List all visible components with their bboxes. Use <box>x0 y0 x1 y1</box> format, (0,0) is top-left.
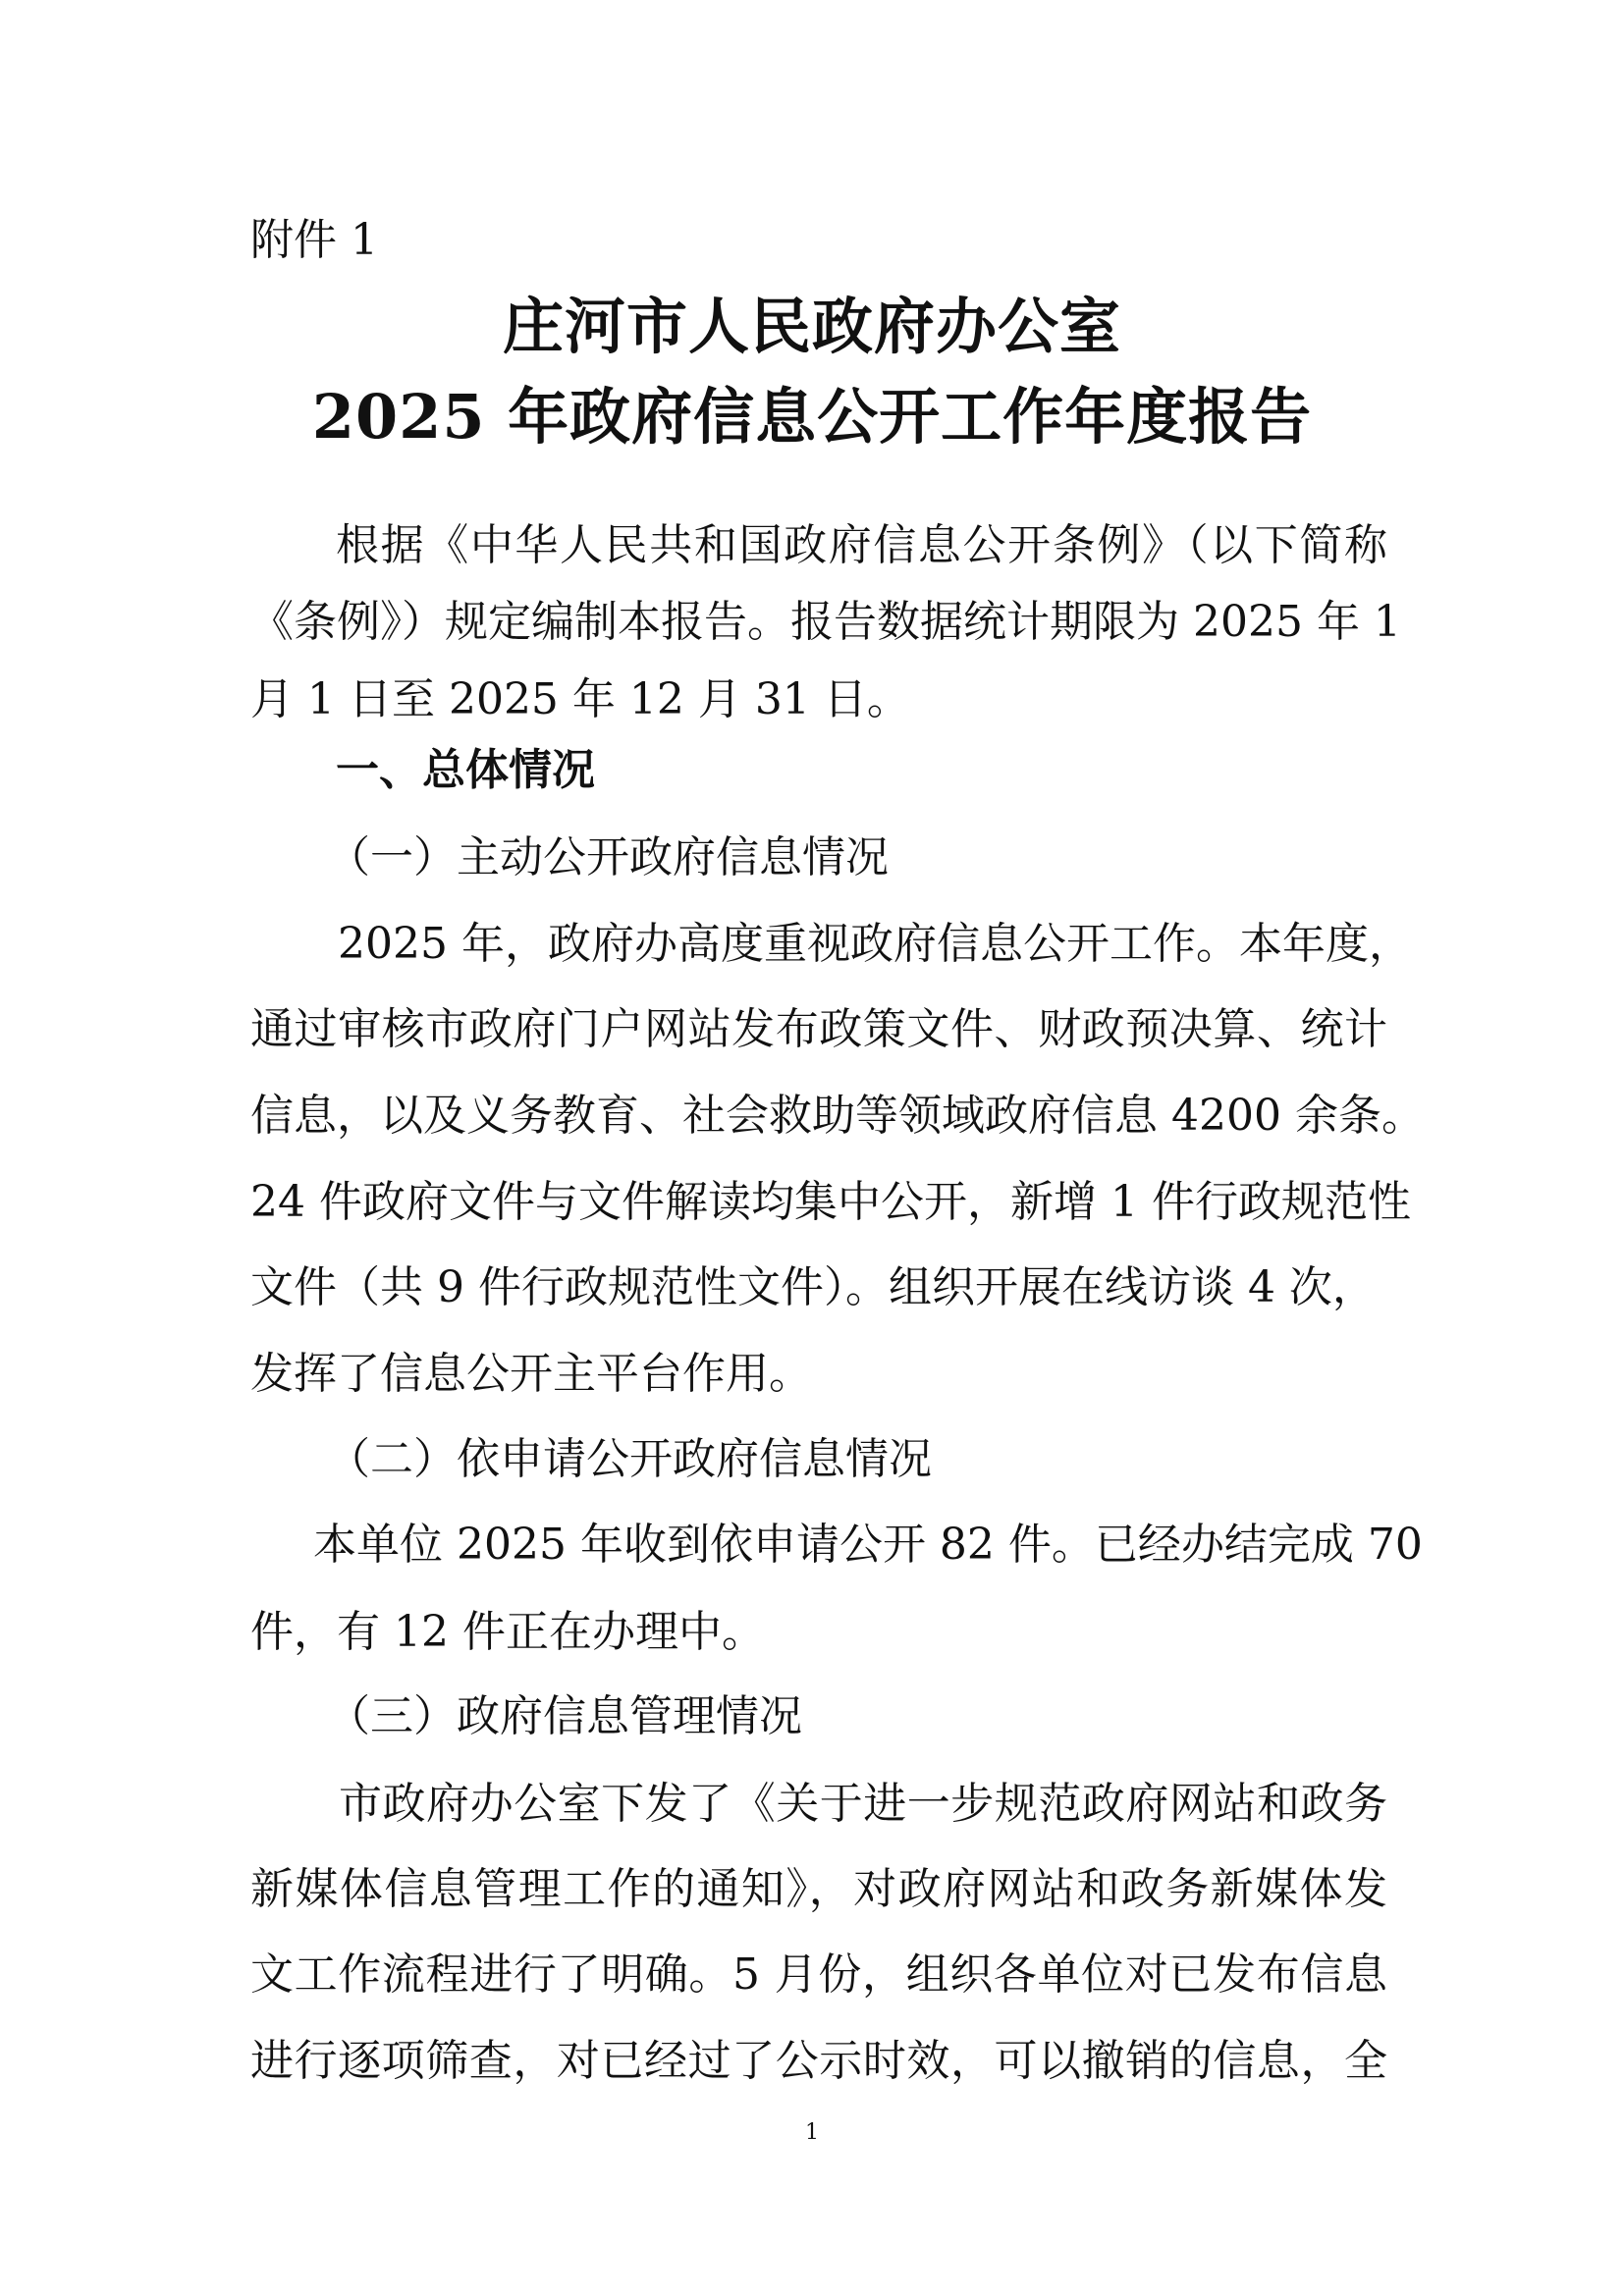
title-line-2: 2025 年政府信息公开工作年度报告 <box>311 381 1313 453</box>
paragraph-line: 2025 年，政府办高度重视政府信息公开工作。本年度， <box>338 919 1412 969</box>
subsection-heading: （一）主动公开政府信息情况 <box>327 832 889 882</box>
title-line-1: 庄河市人民政府办公室 <box>502 291 1121 362</box>
paragraph-line: 本单位 2025 年收到依申请公开 82 件。已经办结完成 70 <box>313 1520 1423 1570</box>
subsection-heading: （三）政府信息管理情况 <box>327 1691 802 1741</box>
paragraph-line: 文工作流程进行了明确。5 月份，组织各单位对已发布信息 <box>250 1949 1387 2000</box>
paragraph-line: 《条例》）规定编制本报告。报告数据统计期限为 2025 年 1 <box>250 597 1401 647</box>
paragraph-line: 新媒体信息管理工作的通知》，对政府网站和政务新媒体发 <box>250 1864 1387 1914</box>
attachment-label: 附件 1 <box>250 215 378 265</box>
paragraph-line: 件，有 12 件正在办理中。 <box>250 1607 765 1657</box>
section-heading: 一、总体情况 <box>336 745 595 795</box>
paragraph-line: 市政府办公室下发了《关于进一步规范政府网站和政务 <box>339 1779 1387 1829</box>
paragraph-line: 月 1 日至 2025 年 12 月 31 日。 <box>250 674 910 724</box>
paragraph-line: 通过审核市政府门户网站发布政策文件、财政预决算、统计 <box>250 1004 1387 1054</box>
paragraph-line: 进行逐项筛查，对已经过了公示时效，可以撤销的信息，全 <box>250 2036 1387 2086</box>
paragraph-line: 发挥了信息公开主平台作用。 <box>250 1349 812 1399</box>
paragraph-line: 文件（共 9 件行政规范性文件）。组织开展在线访谈 4 次， <box>250 1262 1376 1312</box>
paragraph-line: 24 件政府文件与文件解读均集中公开，新增 1 件行政规范性 <box>250 1177 1411 1227</box>
page-number: 1 <box>805 2120 819 2145</box>
subsection-heading: （二）依申请公开政府信息情况 <box>327 1434 932 1484</box>
paragraph-line: 根据《中华人民共和国政府信息公开条例》（以下简称 <box>336 520 1387 570</box>
paragraph-line: 信息，以及义务教育、社会救助等领域政府信息 4200 余条。 <box>250 1091 1425 1141</box>
